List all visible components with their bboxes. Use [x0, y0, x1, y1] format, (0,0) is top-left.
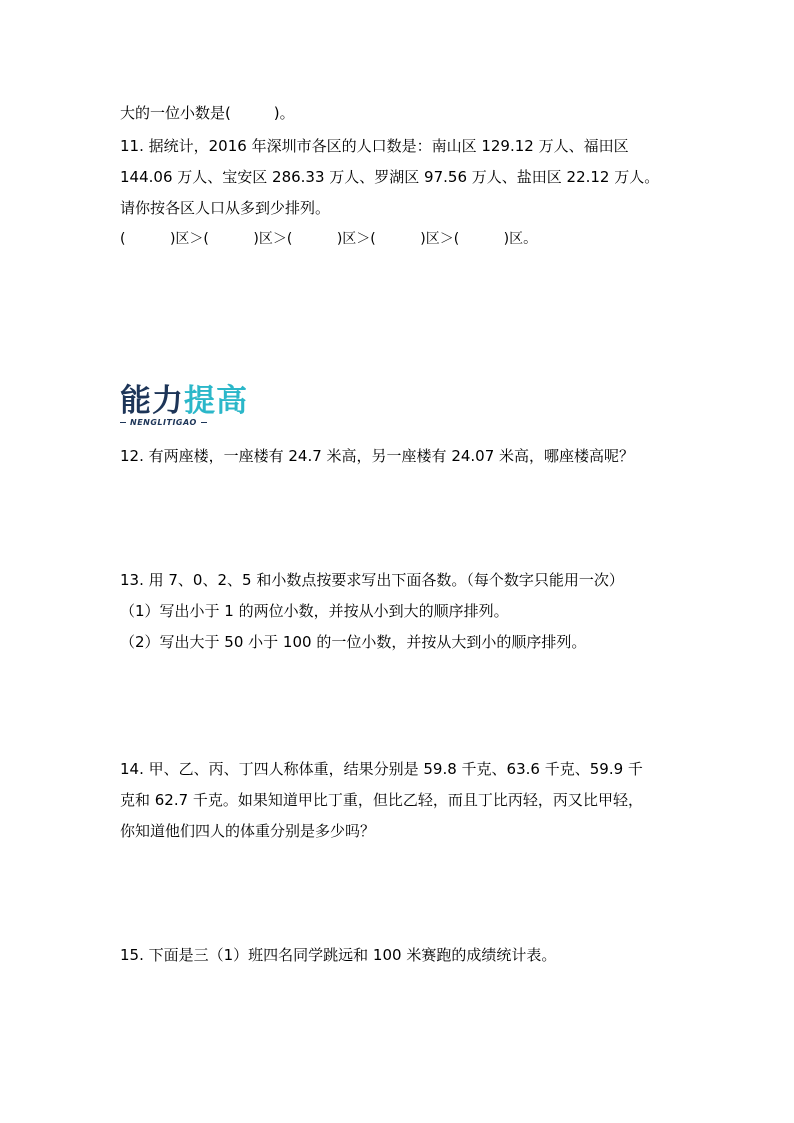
- question-13: 13. 用 7、0、2、5 和小数点按要求写出下面各数。（每个数字只能用一次）: [120, 571, 624, 589]
- text-line: 大的一位小数是( )。: [120, 104, 295, 122]
- question-13-part-1: （1）写出小于 1 的两位小数，并按从小到大的顺序排列。: [120, 602, 509, 620]
- banner-title-part-1: 能力: [120, 383, 184, 419]
- question-11-line-3: 请你按各区人口从多到少排列。: [120, 199, 331, 217]
- question-12: 12. 有两座楼，一座楼有 24.7 米高，另一座楼有 24.07 米高，哪座楼高呢？: [120, 447, 635, 465]
- banner-subtitle: [120, 418, 280, 427]
- section-banner: [120, 383, 280, 427]
- question-14-line-3: 你知道他们四人的体重分别是多少吗？: [120, 822, 376, 840]
- question-13-part-2: （2）写出大于 50 小于 100 的一位小数，并按从大到小的顺序排列。: [120, 633, 587, 651]
- answer-blanks: ( )区＞( )区＞( )区＞( )区＞( )区。: [120, 231, 538, 247]
- question-14-line-1: 14. 甲、乙、丙、丁四人称体重，结果分别是 59.8 千克、63.6 千克、59.9 千: [120, 760, 643, 778]
- banner-title: [120, 383, 280, 419]
- banner-subtitle-text: NENGLITIGAO: [130, 418, 197, 427]
- question-11-line-2: 144.06 万人、宝安区 286.33 万人、罗湖区 97.56 万人、盐田区 22.12 万人。: [120, 168, 660, 186]
- dash-decoration: [201, 422, 207, 423]
- question-11-line-1: 11. 据统计，2016 年深圳市各区的人口数是：南山区 129.12 万人、福田区: [120, 137, 629, 155]
- question-14-line-2: 克和 62.7 千克。如果知道甲比丁重，但比乙轻，而且丁比丙轻，丙又比甲轻，: [120, 791, 643, 809]
- banner-title-part-2: 提高: [184, 383, 248, 419]
- dash-decoration: [120, 422, 126, 423]
- question-15: 15. 下面是三（1）班四名同学跳远和 100 米赛跑的成绩统计表。: [120, 946, 557, 964]
